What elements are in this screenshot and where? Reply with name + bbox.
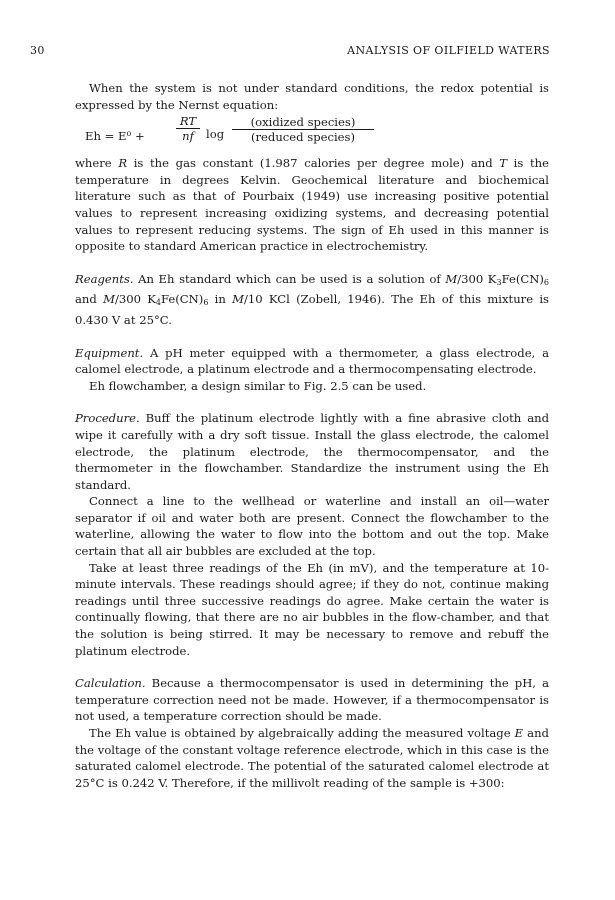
- procedure-heading: Procedure.: [75, 411, 140, 426]
- equipment-heading: Equipment.: [75, 345, 144, 360]
- equation-explanation: where R is the gas constant (1.987 calories per degree mole) and T is the temperature in degrees Kelvin. Geochemical literature and biochemical literature such as that of Pourbaix (1949) use increasing positive potential values to represent increasing oxidizing systems, and decreasing potential values to represent reducing systems. The sign of Eh used in this manner is opposite to standard American practice in electrochemistry.: [75, 156, 549, 254]
- equation-lhs: $Eh = E^o$ +: [85, 129, 145, 144]
- procedure-paragraph-3: Take at least three readings of the Eh (in mV), and the temperature at 10-minute intervals. These readings should agree; if they do not, continue making readings until three successive readings do agree. Make certain the water is continually flowing, that there are no air bubbles in the flow-chamber, and that the solution is being stirred. It may be necessary to remove and rebuff the platinum electrode.: [75, 560, 549, 658]
- calculation-heading: Calculation.: [75, 676, 146, 691]
- calculation-paragraph: Calculation. Because a thermocompensator is used in determining the pH, a temperature correction need not be made. However, if a thermocompensator is not used, a temperature correction should be made.: [75, 676, 549, 724]
- procedure-paragraph-2: Connect a line to the wellhead or waterline and install an oil—water separator if oil and water both are present. Connect the flowchamber to the waterline, allowing the water to flow into the bottom and out the top. Make certain that all air bubbles are excluded at the top.: [75, 494, 549, 559]
- log-operator: log: [206, 127, 225, 142]
- intro-paragraph: When the system is not under standard conditions, the redox potential is expressed by the Nernst equation:: [75, 81, 549, 112]
- procedure-paragraph: Procedure. Buff the platinum electrode lightly with a fine abrasive cloth and wipe it carefully with a dry soft tissue. Install the glass electrode, the calomel electrode, the platinum electrode, the thermocompensator, and the thermometer in the flowchamber. Standardize the instrument using the Eh standard.: [75, 411, 549, 492]
- equipment-paragraph: Equipment. A pH meter equipped with a thermometer, a glass electrode, a calomel electrode, a platinum electrode and a thermocompensating electrode.: [75, 345, 549, 377]
- equipment-paragraph-2: Eh flowchamber, a design similar to Fig. 2.5 can be used.: [89, 378, 427, 393]
- calculation-paragraph-2: The Eh value is obtained by algebraically adding the measured voltage E and the voltage of the constant voltage reference electrode, which in this case is the saturated calomel electrode. The potential of the saturated calomel electrode at 25°C is 0.242 V. Therefore, if the millivolt reading of the sample is +300:: [75, 726, 549, 790]
- rt-over-nf: RT nf: [176, 115, 200, 143]
- running-title: ANALYSIS OF OILFIELD WATERS: [347, 44, 550, 57]
- reagents-paragraph: Reagents. An Eh standard which can be used is a solution of M/300 $K_3Fe(CN)_6$ and M/300 $K_4Fe(CN)_6$ in M/10 KCl (Zobell, 1946). The Eh of this mixture is 0.430 V at 25°C.: [75, 271, 550, 327]
- reagents-heading: Reagents.: [75, 271, 134, 286]
- page-body: [75, 80, 549, 791]
- species-fraction: (oxidized species) (reduced species): [232, 115, 374, 145]
- page-number: 30: [30, 44, 45, 57]
- nernst-equation: [75, 115, 549, 151]
